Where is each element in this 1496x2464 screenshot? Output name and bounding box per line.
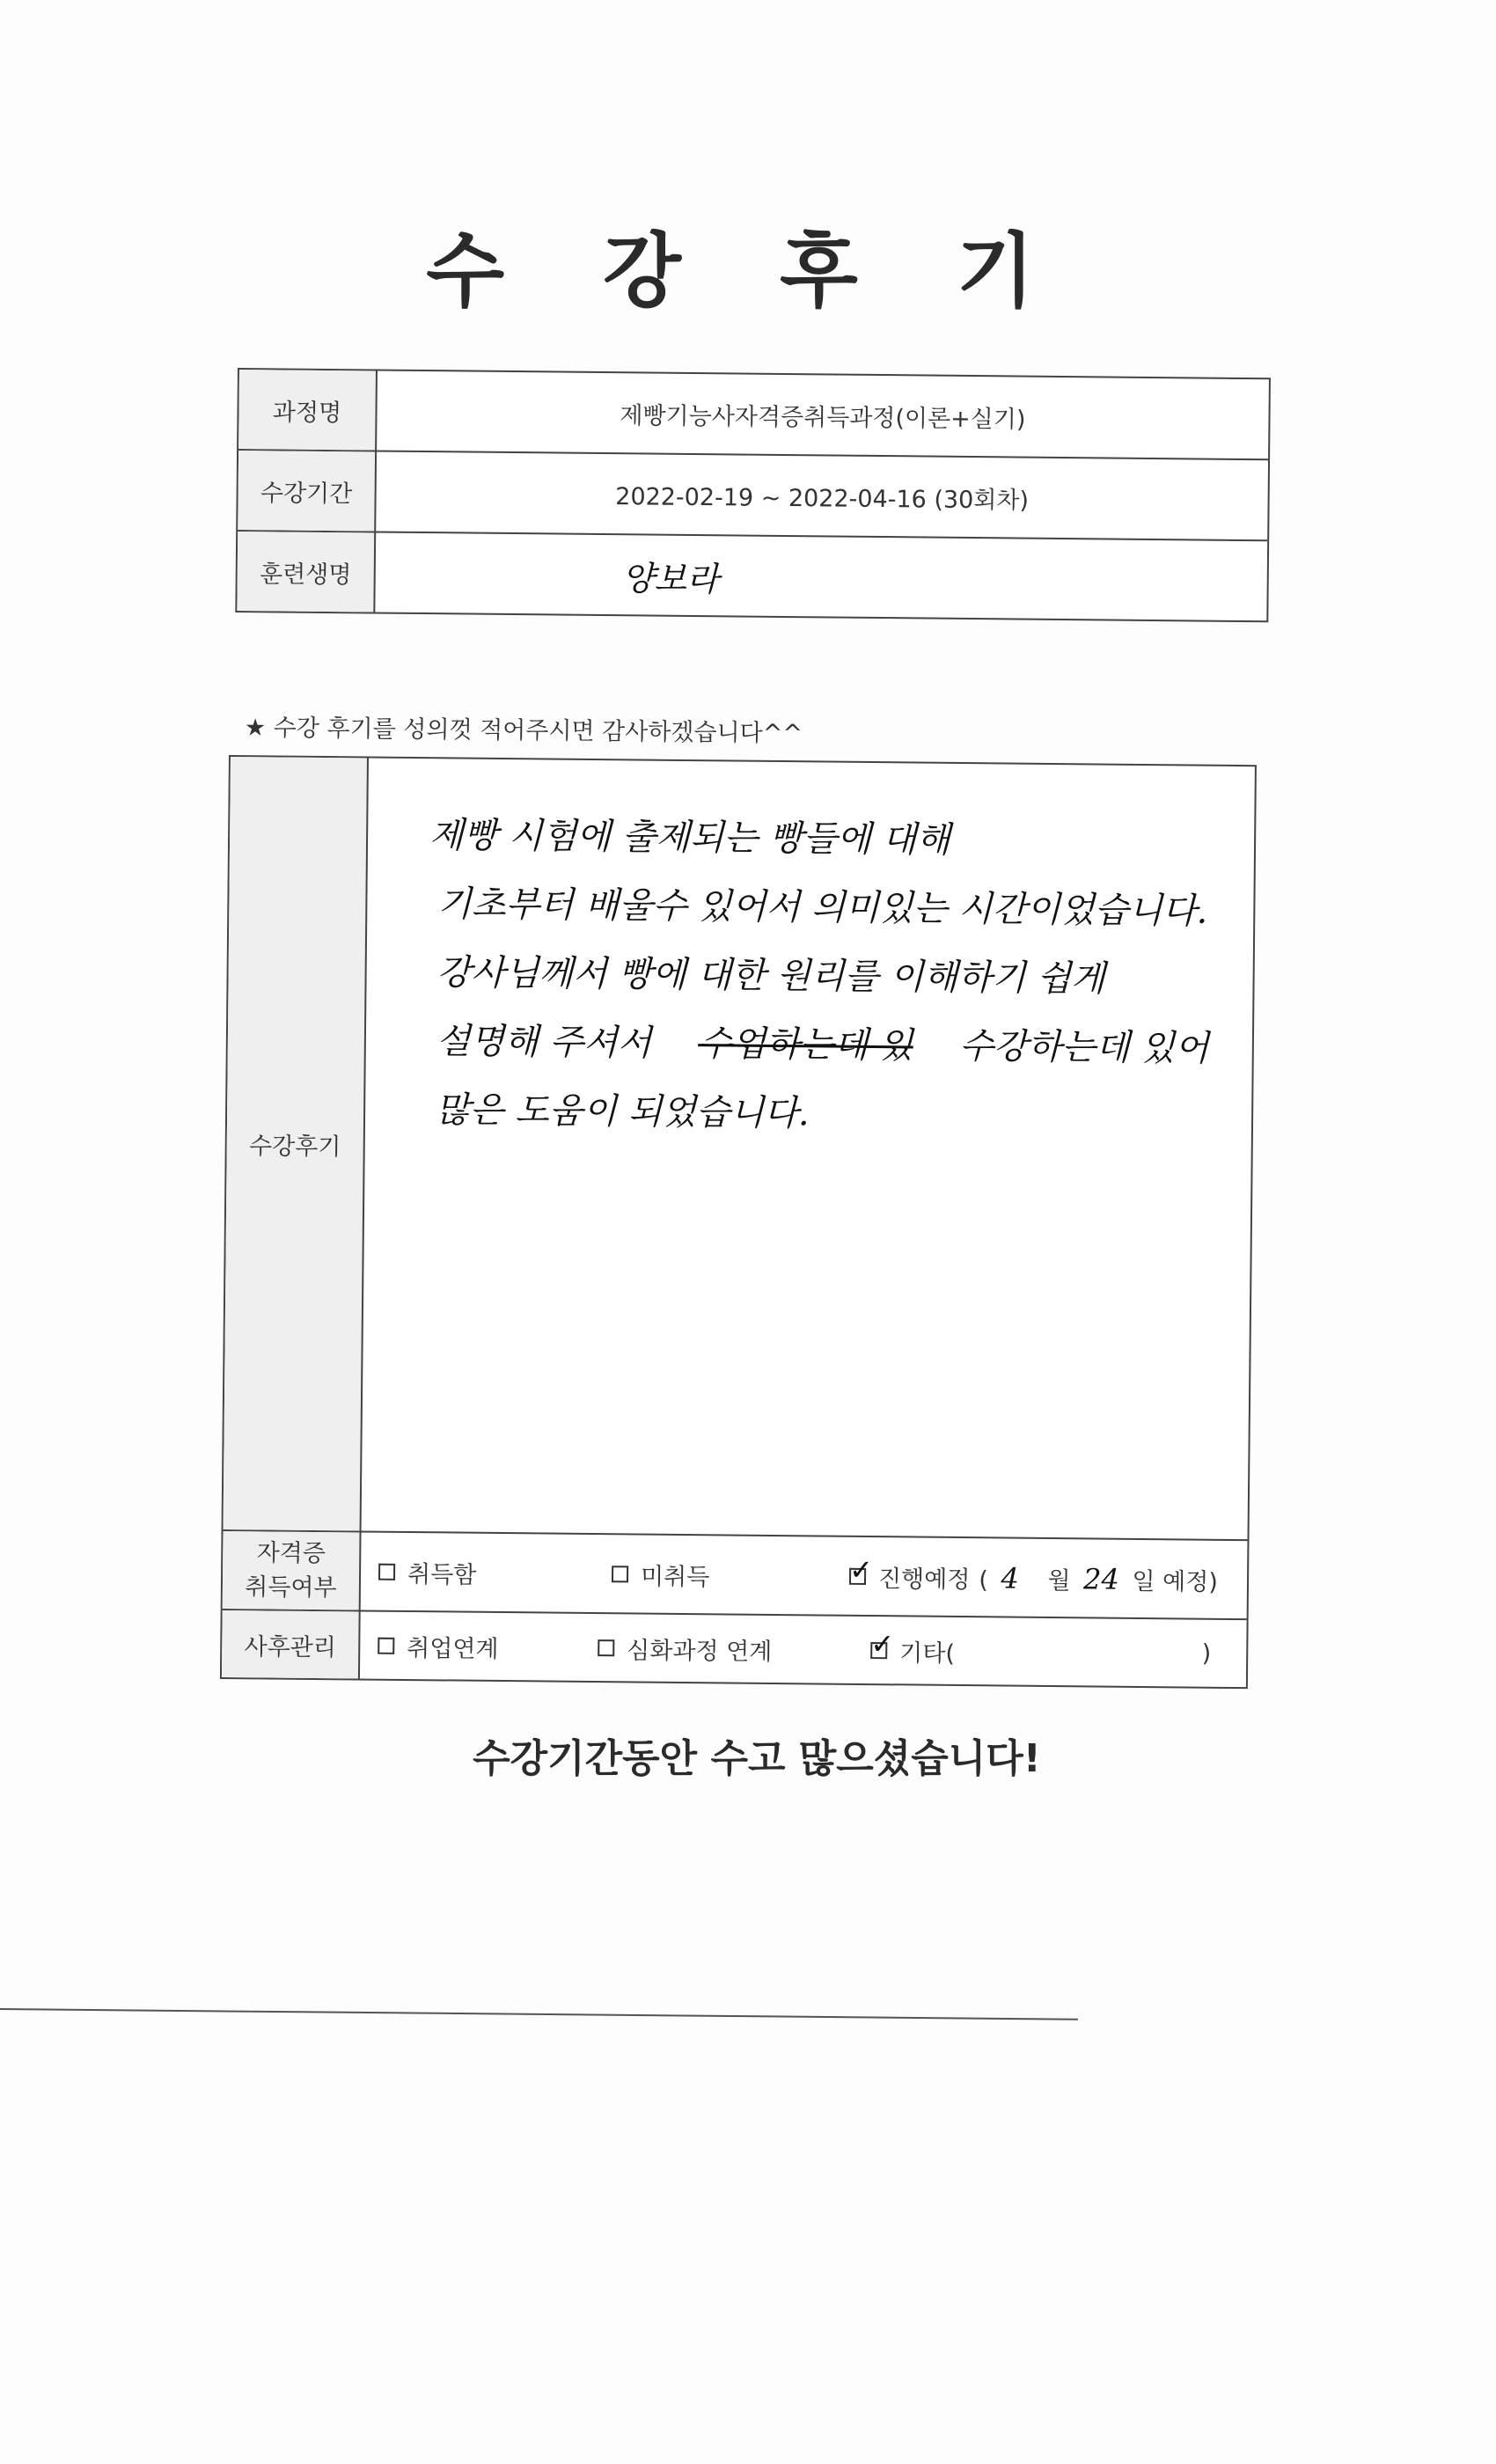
scan-edge-line: [0, 2008, 1078, 2020]
course-name-label: 과정명: [238, 370, 378, 451]
review-line: 많은 도움이 되었습니다.: [435, 1089, 810, 1134]
option-other[interactable]: [870, 1626, 1246, 1671]
option-not-acquired[interactable]: [612, 1557, 849, 1594]
trainee-name-row: [237, 530, 1267, 620]
checkbox-not-acquired[interactable]: [612, 1566, 628, 1582]
option-not-acquired-label: 미취득: [640, 1563, 710, 1591]
instruction-note: ★ 수강 후기를 성의껏 적어주시면 감사하겠습니다^^: [244, 714, 803, 748]
review-line-text: 설명해 주셔서: [436, 1021, 652, 1064]
expected-month: 4: [1001, 1560, 1020, 1595]
followup-label: 사후관리: [222, 1610, 361, 1679]
certificate-label: 자격증 취득여부: [223, 1531, 362, 1610]
option-in-progress-label: 진행예정: [877, 1565, 971, 1594]
course-name-row: [238, 370, 1269, 458]
day-unit: 일 예정): [1132, 1567, 1218, 1596]
expected-day: 24: [1082, 1561, 1120, 1596]
course-period-row: [238, 449, 1268, 539]
option-acquired[interactable]: [378, 1554, 612, 1591]
review-text-area: [362, 759, 1255, 1540]
checkbox-other[interactable]: [870, 1626, 895, 1661]
check-mark-icon: ✓: [870, 1626, 895, 1661]
course-name-value: 제빵기능사자격증취득과정(이론+실기): [620, 401, 1026, 434]
struck-text: 수업하는데 있: [697, 1023, 913, 1067]
document-title: 수 강 후 기: [426, 224, 1070, 319]
trainee-name-label: 훈련생명: [237, 532, 376, 612]
expected-date: [979, 1560, 1218, 1597]
followup-row: [222, 1609, 1247, 1687]
checkbox-job-link[interactable]: [378, 1637, 394, 1654]
review-line: 강사님께서 빵에 대한 원리를 이해하기 쉽게: [436, 952, 1105, 1000]
option-other-label: 기타(: [899, 1639, 956, 1668]
option-in-progress[interactable]: [848, 1552, 1218, 1596]
option-acquired-label: 취득함: [407, 1560, 477, 1589]
review-line: 기초부터 배울수 있어서 의미있는 시간이었습니다.: [437, 884, 1208, 932]
check-mark-icon: ✓: [848, 1552, 874, 1587]
trainee-name-value: 양보라: [621, 558, 720, 598]
review-row: [224, 757, 1255, 1539]
option-job-link[interactable]: [378, 1628, 598, 1664]
option-job-link-label: 취업연계: [407, 1634, 499, 1663]
course-info-table: [235, 368, 1271, 622]
review-line: [428, 1007, 1218, 1083]
review-line-text: 수강하는데 있어: [959, 1025, 1209, 1069]
detail-open: (: [979, 1566, 989, 1594]
checkbox-advanced-course[interactable]: [598, 1639, 614, 1656]
review-line: 제빵 시험에 출제되는 빵들에 대해: [429, 815, 951, 861]
month-unit: 월: [1047, 1566, 1071, 1595]
course-period-value: 2022-02-19 ~ 2022-04-16 (30회차): [615, 482, 1030, 515]
option-advanced-course-label: 심화과정 연계: [627, 1636, 773, 1666]
review-label: 수강후기: [224, 757, 369, 1530]
option-advanced-course[interactable]: [598, 1631, 870, 1668]
other-close: ): [1201, 1639, 1212, 1668]
checkbox-in-progress[interactable]: [848, 1552, 874, 1587]
course-period-label: 수강기간: [238, 451, 377, 532]
checkbox-acquired[interactable]: [378, 1563, 395, 1580]
review-table: [220, 755, 1257, 1689]
closing-message: 수강기간동안 수고 많으셨습니다!: [473, 1736, 1041, 1781]
certificate-row: [223, 1529, 1248, 1618]
